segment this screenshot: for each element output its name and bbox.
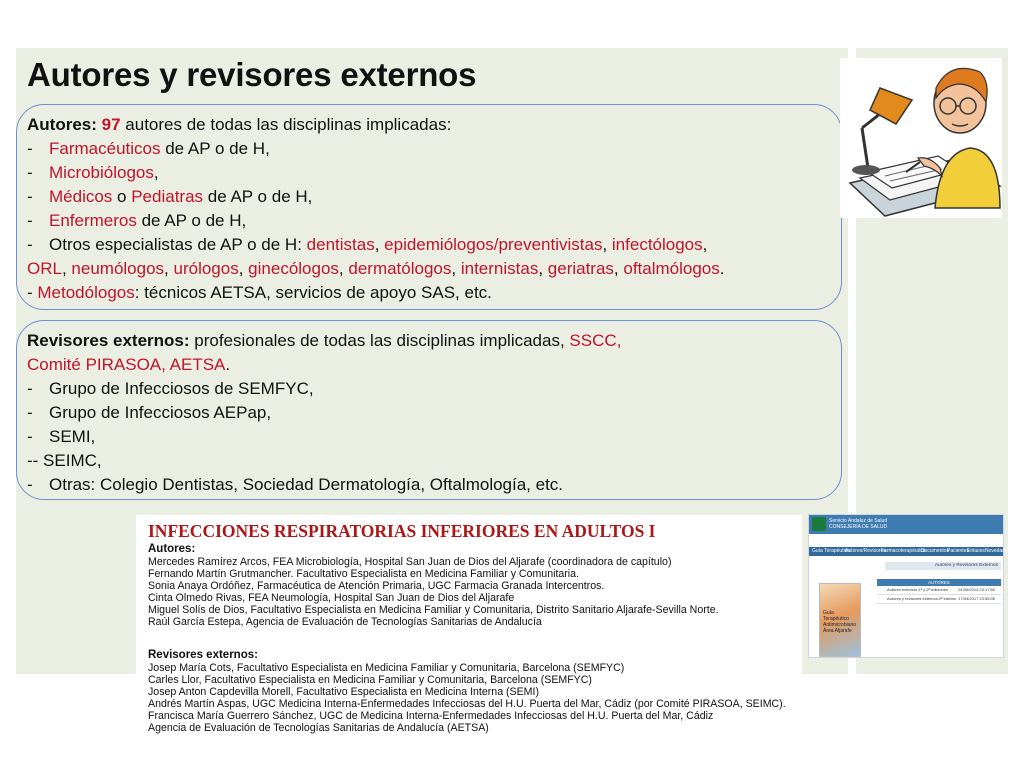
web-header [809,515,1003,534]
sep: , [374,235,385,254]
web-table-row [877,595,1001,604]
doc-autor-line: Sonia Anaya Ordóñez, Farmacéutica de Atención Primaria, UGC Farmacia Granada Intercentros. [148,580,605,592]
autores-item-microbiologos [27,161,159,185]
revisores-intro-text: profesionales de todas las disciplinas implicadas, [189,331,570,350]
role-dentistas: dentistas [306,235,375,254]
autores-item-enfermeros [27,209,246,233]
web-nav-item: Guía Terapéutica [812,548,850,554]
revisor-pirasoa: Comité PIRASOA, AETSA [27,355,226,374]
autores-item-otros-cont [27,257,725,281]
junta-logo-icon [812,517,826,531]
sep: , [61,259,72,278]
dash: - [27,187,33,206]
dash: - [27,403,33,422]
guide-book-cover [819,583,861,657]
role-orl: ORL [27,259,62,278]
dash: - [27,163,33,182]
revisores-label: Revisores externos: [27,331,190,350]
role-epidemiologos: epidemiólogos/preventivistas [384,235,603,254]
role-oftalmologos: oftalmólogos [623,259,720,278]
sep: , [164,259,174,278]
doc-revisor-line: Andrés Martín Aspas, UGC Medicina Interna-Enfermedades Infecciosas del H.U. Puerta del Mar, Cádiz (por Comité PIRASOA, SEIMC). [148,698,786,710]
web-subheader: Autores y Revisores Externos [885,562,1001,570]
sep: . [225,355,231,374]
sep: , [338,259,349,278]
sep: , [613,259,624,278]
doc-autor-line: Fernando Martín Grutmancher. Facultativo Especialista en Medicina Familiar y Comunitaria. [148,568,579,580]
dash: - [27,211,33,230]
role-infectologos: infectólogos [611,235,703,254]
revisor-sscc: SSCC, [569,331,622,350]
revisor-text: -- SEIMC, [27,451,102,470]
doc-revisor-line: Francisca María Guerrero Sánchez, UGC de Medicina Interna-Enfermedades Infecciosas del H.U. Puerta del Mar, Cádiz [148,710,714,722]
role-neumologos: neumólogos [71,259,165,278]
web-nav [809,547,1011,556]
autores-label: Autores: [27,115,97,134]
web-table-row [877,586,1001,595]
doc-revisor-line: Josep María Cots, Facultativo Especialista en Medicina Familiar y Comunitaria, Barcelona (SEMFYC) [148,662,625,674]
dash: - [27,235,33,254]
book-subtitle: Área Aljarafe [823,628,852,634]
web-nav-item: Autores/Revisores [845,548,886,554]
dash: - [27,475,33,494]
sep: , [451,259,461,278]
dash: - [27,427,33,446]
revisor-text: Grupo de Infecciosos AEPap, [49,403,272,422]
role-metodologos: Metodólogos [37,283,135,302]
doc-autor-line: Mercedes Ramírez Arcos, FEA Microbiología, Hospital San Juan de Dios del Aljarafe (coordinadora de capítulo) [148,556,672,568]
role-geriatras: geriatras [547,259,614,278]
doc-autor-line: Raúl García Estepa, Agencia de Evaluación de Tecnologías Sanitarias de Andalucía [148,616,542,628]
doc-revisor-line: Josep Anton Capdevilla Morell, Facultativo Especialista en Medicina Interna (SEMI) [148,686,539,698]
web-header-line: Servicio Andaluz de Salud [829,518,888,524]
sep: , [238,259,249,278]
autores-intro [27,113,451,137]
role-rest: de AP o de H, [136,211,247,230]
revisores-item-otras [27,473,563,497]
web-table-header: AUTORES [877,579,1001,586]
sep: , [602,235,612,254]
role-rest: : técnicos AETSA, servicios de apoyo SAS, etc. [134,283,492,302]
doc-autor-line: Miguel Solís de Dios, Facultativo Especialista en Medicina Familiar y Comunitaria, Distrito Sanitario Aljarafe-Sevilla Norte. [148,604,719,616]
book-title [823,610,860,634]
sep: , [538,259,548,278]
role-rest: de AP o de H, [203,187,313,206]
autores-intro-text: autores de todas las disciplinas implicadas: [120,115,452,134]
role-internistas: internistas [460,259,539,278]
dash: - [27,283,38,302]
revisores-item-aepap [27,401,271,425]
web-row-date: 17/04/2017 23:55:06 [958,596,995,601]
writer-at-desk-icon [840,58,1002,218]
doc-heading: INFECCIONES RESPIRATORIAS INFERIORES EN ADULTOS I [148,521,656,541]
role-farmaceuticos: Farmacéuticos [49,139,161,158]
dash: - [27,139,33,158]
web-nav-item: Farmacoterapéutica [881,548,926,554]
web-table [877,579,1001,604]
sep: . [719,259,725,278]
revisor-text: SEMI, [49,427,96,446]
chapter-document-image [136,515,802,741]
book-title-text: Guía Terapéutico Antimicrobiano [823,610,857,628]
autores-item-otros [27,233,707,257]
autores-count: 97 [101,115,121,134]
website-screenshot [808,514,1011,658]
web-header-line: CONSEJERÍA DE SALUD [829,524,888,530]
autores-item-medicos [27,185,312,209]
revisores-item-semi [27,425,95,449]
revisor-text: Otras: Colegio Dentistas, Sociedad Dermatología, Oftalmología, etc. [49,475,564,494]
doc-revisor-line: Agencia de Evaluación de Tecnologías Sanitarias de Andalucía (AETSA) [148,722,489,734]
web-row-label: Autores y revisores externos 2ª edición [887,596,957,601]
role-medicos: Médicos [49,187,113,206]
web-row-label: Autores externos 1ª y 2ª ediciones [887,587,948,592]
doc-revisor-line: Carles Llor, Facultativo Especialista en Medicina Familiar y Comunitaria, Barcelona (SEMFYC) [148,674,592,686]
web-nav-item: Novedades [985,548,1011,554]
role-rest: de AP o de H, [160,139,270,158]
role-urologos: urólogos [173,259,239,278]
role-rest: , [153,163,159,182]
doc-revisores-label: Revisores externos: [148,649,258,661]
doc-autores-label: Autores: [148,543,196,555]
revisores-item-semfyc [27,377,314,401]
autores-item-farmaceuticos [27,137,270,161]
web-nav-item: Documentos [921,548,950,554]
dash: - [27,379,33,398]
doc-autor-line: Cinta Olmedo Rivas, FEA Neumología, Hospital San Juan de Dios del Aljarafe [148,592,515,604]
revisores-item-seimc [27,449,102,473]
web-row-date: 01/05/2014 23:17:50 [958,587,995,592]
slide-title: Autores y revisores externos [27,56,477,93]
revisores-intro [27,329,621,353]
revisores-line-pirasoa [27,353,230,377]
autores-item-metodologos [27,281,492,305]
role-pediatras: Pediatras [131,187,204,206]
role-microbiologos: Microbiólogos [49,163,154,182]
role-ginecologos: ginecólogos [248,259,339,278]
web-nav-item: Enlaces [967,548,985,554]
web-header-text [829,518,887,530]
otros-label: Otros especialistas de AP o de H: [49,235,307,254]
author-cartoon-illustration [840,58,1002,218]
web-nav-item: Pacientes [947,548,969,554]
role-enfermeros: Enfermeros [49,211,137,230]
revisor-text: Grupo de Infecciosos de SEMFYC, [49,379,314,398]
role-dermatologos: dermatólogos [348,259,452,278]
role-sep: o [112,187,132,206]
sep: , [702,235,708,254]
